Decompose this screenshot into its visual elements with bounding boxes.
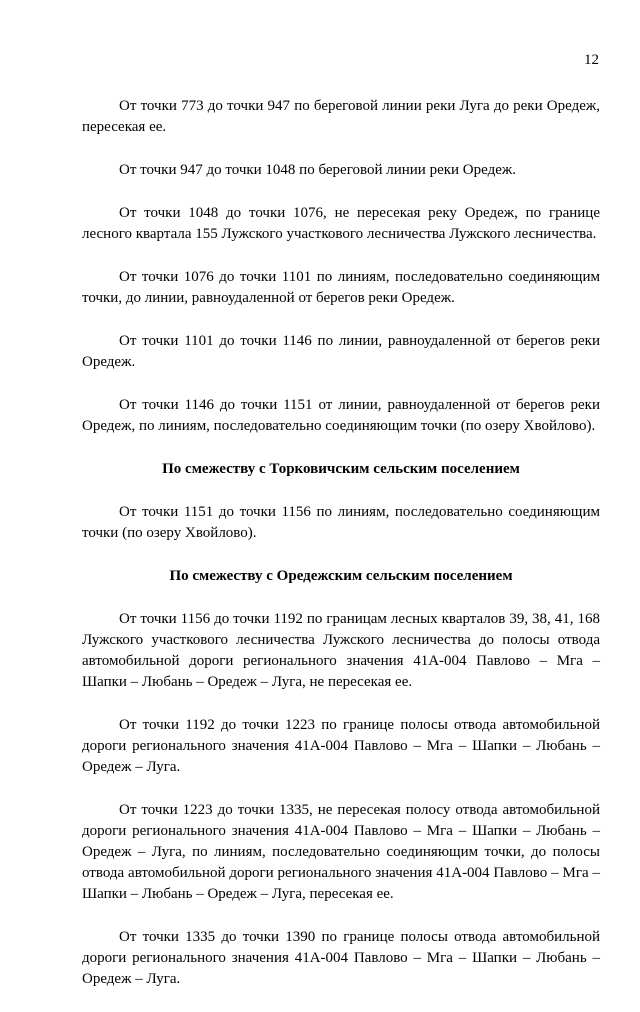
section-heading: По смежеству с Торковичским сельским поселением <box>162 461 520 477</box>
document-body <box>82 96 600 1012</box>
boundary-paragraph: От точки 1335 до точки 1390 по границе полосы отвода автомобильной дороги регионального значения 41А-004 Павлово – Мга – Шапки – Любань – Оредеж – Луга. <box>82 929 600 987</box>
section-heading: По смежеству с Оредежским сельским поселением <box>169 568 513 584</box>
boundary-paragraph: От точки 773 до точки 947 по береговой линии реки Луга до реки Оредеж, пересекая ее. <box>82 98 600 135</box>
boundary-paragraph: От точки 1146 до точки 1151 от линии, равноудаленной от берегов реки Оредеж, по линиям, последовательно соединяющим точки (по озеру Хвойлово). <box>82 397 600 434</box>
boundary-paragraph: От точки 1223 до точки 1335, не пересекая полосу отвода автомобильной дороги регионального значения 41А-004 Павлово – Мга – Шапки – Любань – Оредеж – Луга, по линиям, последовательно соединяющим точки, до полосы отвода автомобильной дороги регионального значения 41А-004 Павлово – Мга – Шапки – Любань – Оредеж – Луга, пересекая ее. <box>82 802 600 902</box>
page-number: 12 <box>584 52 599 68</box>
boundary-paragraph: От точки 1076 до точки 1101 по линиям, последовательно соединяющим точки, до линии, равноудаленной от берегов реки Оредеж. <box>82 269 600 306</box>
boundary-paragraph: От точки 1156 до точки 1192 по границам лесных кварталов 39, 38, 41, 168 Лужского участкового лесничества Лужского лесничества до полосы отвода автомобильной дороги регионального значения 41А-004 Павлово – Мга – Шапки – Любань – Оредеж – Луга, не пересекая ее. <box>82 611 600 690</box>
boundary-paragraph: От точки 1101 до точки 1146 по линии, равноудаленной от берегов реки Оредеж. <box>82 333 600 370</box>
boundary-paragraph: От точки 1192 до точки 1223 по границе полосы отвода автомобильной дороги регионального значения 41А-004 Павлово – Мга – Шапки – Любань – Оредеж – Луга. <box>82 717 600 775</box>
boundary-paragraph: От точки 947 до точки 1048 по береговой линии реки Оредеж. <box>119 162 517 178</box>
boundary-paragraph: От точки 1151 до точки 1156 по линиям, последовательно соединяющим точки (по озеру Хвойлово). <box>82 504 600 541</box>
boundary-paragraph: От точки 1048 до точки 1076, не пересекая реку Оредеж, по границе лесного квартала 155 Лужского участкового лесничества Лужского лесничества. <box>82 205 600 242</box>
